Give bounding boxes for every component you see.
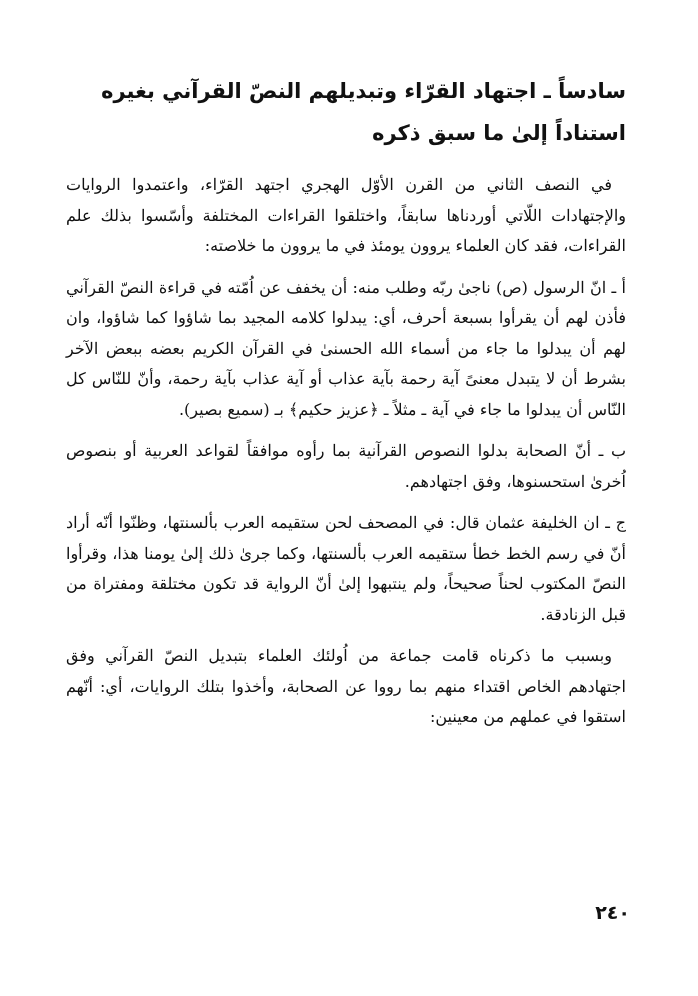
body-text [66,170,626,744]
page-number: ٢٤٠ [595,902,630,924]
paragraph-intro: في النصف الثاني من القرن الأوّل الهجري اجتهد القرّاء، واعتمدوا الروايات والإجتهادات اللّاتي أوردناها سابقاً، واختلقوا القراءات المختلفة وأسّسوا بذلك علم القراءات، فقد كان العلماء يروون يومئذ في ما يروون ما خلاصته: [66,175,626,255]
paragraph-point-b: ب ـ أنّ الصحابة بدلوا النصوص القرآنية بما رأوه موافقاً لقواعد العربية أو بنصوص اُخرىٰ استحسنوها، وفق اجتهادهم. [66,441,626,491]
paragraph-conclusion: وبسبب ما ذكرناه قامت جماعة من اُولئك العلماء بتبديل النصّ القرآني وفق اجتهادهم الخاص اقتداء منهم بما رووا عن الصحابة، وأخذوا بتلك الروايات، أي: أنّهم استقوا في عملهم من معينين: [66,646,626,726]
section-heading: سادساً ـ اجتهاد القرّاء وتبديلهم النصّ القرآني بغيره استناداً إلىٰ ما سبق ذكره [101,79,626,145]
paragraph-point-a: أ ـ انّ الرسول (ص) ناجىٰ ربّه وطلب منه: أن يخفف عن اُمّته في قراءة النصّ القرآني فأذن لهم أن يقرأوا بسبعة أحرف، أي: يبدلوا كلامه المجيد بما شاؤوا كما شاؤوا، وان لهم أن يبدلوا ما جاء من أسماء الله الحسنىٰ في القرآن الكريم بعضه ببعض الآخر بشرط أن لا يتبدل معنىً آية رحمة بآية عذاب أو آية عذاب بآية رحمة، وأنّ للنّاس كل النّاس أن يبدلوا ما جاء في آية ـ مثلاً ـ ﴿عزيز حكيم﴾ بـ (سميع بصير). [66,277,626,419]
paragraph-point-c: ج ـ ان الخليفة عثمان قال: في المصحف لحن ستقيمه العرب بألسنتها، وظنّوا أنّه أراد أنّ في رسم الخط خطأ ستقيمه العرب بألسنتها، وكما جرىٰ ذلك إلىٰ يومنا هذا، وقرأوا النصّ المكتوب لحناً صحيحاً، ولم ينتبهوا إلىٰ أنّ الرواية قد تكون مختلقة ومفتراة من قبل الزنادقة. [66,513,627,624]
